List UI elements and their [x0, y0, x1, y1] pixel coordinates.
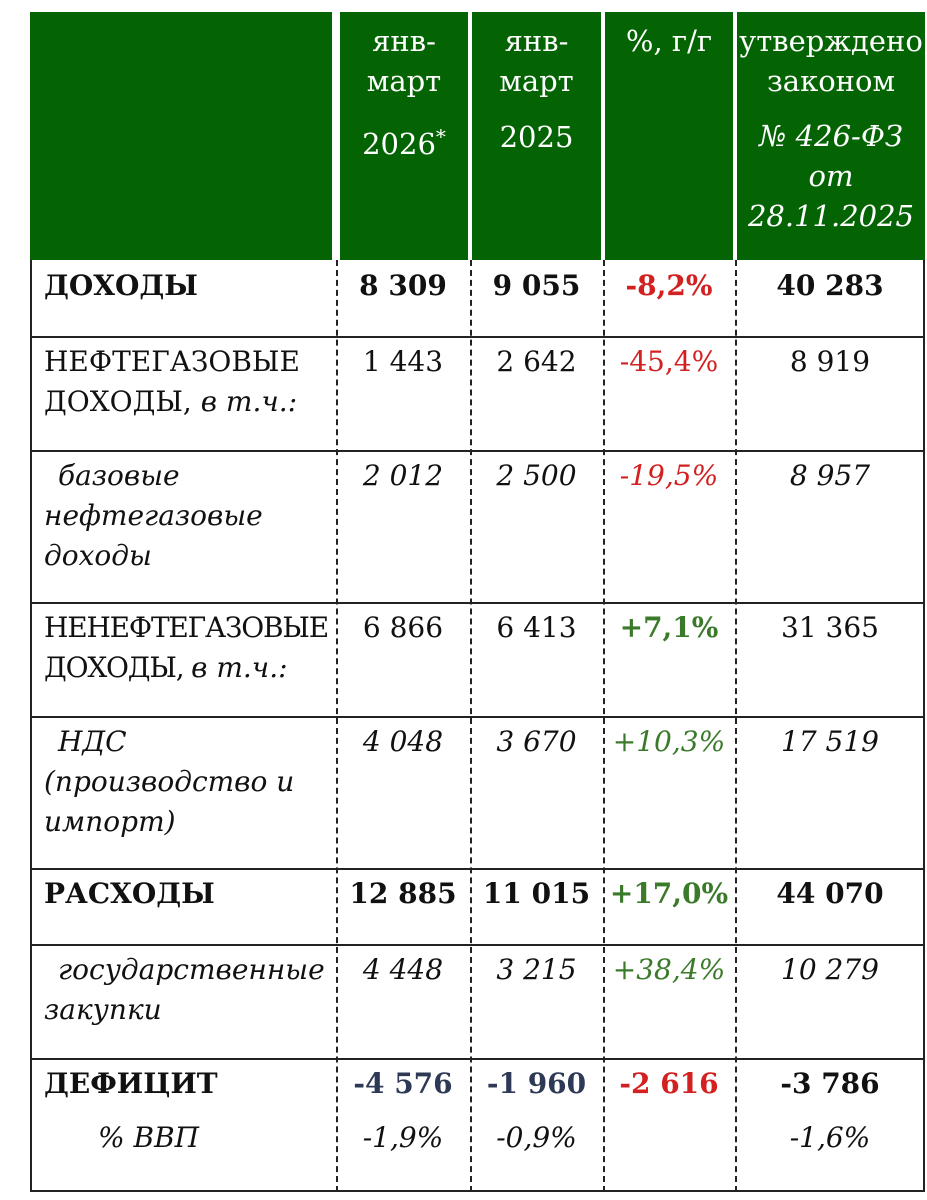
row-label: НЕФТЕГАЗОВЫЕ ДОХОДЫ, в т.ч.:: [44, 345, 300, 418]
table-row-non-oil-gas: [30, 602, 925, 716]
table-row-public-procurement: [30, 944, 925, 1058]
value-yoy: -2 616: [619, 1067, 719, 1100]
table-row-oil-gas-revenues: [30, 336, 925, 450]
row-label: НЕНЕФТЕГАЗОВЫЕ ДОХОДЫ, в т.ч.:: [44, 611, 328, 684]
row-label: ДОХОДЫ: [44, 269, 198, 302]
value-2025: -1 960: [486, 1067, 587, 1100]
row-label: ДЕФИЦИТ: [44, 1067, 218, 1100]
column-divider: [603, 260, 605, 1192]
value-2025: 2 500: [496, 459, 577, 492]
row-divider: [30, 868, 925, 870]
header-approved-by-law: утверждено законом № 426-ФЗ от 28.11.2025: [737, 12, 925, 260]
value-law: 44 070: [776, 877, 884, 910]
value-law: 10 279: [781, 953, 879, 986]
footnote-mark: *: [435, 124, 446, 149]
row-divider: [30, 716, 925, 718]
value-yoy: -19,5%: [619, 459, 719, 492]
value-2026: 8 309: [359, 269, 447, 302]
table-row-deficit: [30, 1058, 925, 1114]
table-header: [30, 12, 925, 260]
value-2026: 4 048: [362, 725, 444, 758]
value-2026: -1,9%: [362, 1121, 444, 1154]
value-law: 17 519: [781, 725, 879, 758]
table-body: [30, 260, 925, 1192]
value-2025: 2 642: [496, 345, 577, 378]
row-divider: [30, 450, 925, 452]
row-label: НДС (производство и импорт): [44, 725, 295, 838]
value-2026: 6 866: [362, 611, 444, 644]
row-divider: [30, 602, 925, 604]
border-left: [30, 260, 32, 1192]
value-yoy: -8,2%: [625, 269, 713, 302]
value-2026: 4 448: [362, 953, 444, 986]
value-yoy: [603, 1114, 735, 1192]
value-law: 31 365: [781, 611, 879, 644]
value-yoy: +17,0%: [609, 877, 729, 910]
border-bottom: [30, 1190, 925, 1192]
row-divider: [30, 944, 925, 946]
value-law: 8 919: [789, 345, 871, 378]
table-row-base-oil-gas: [30, 450, 925, 602]
header-jan-mar-2025: янв- март 2025: [472, 12, 601, 260]
header-cell-empty: [30, 12, 332, 260]
column-divider: [470, 260, 472, 1192]
table-row-vat: [30, 716, 925, 868]
column-divider: [336, 260, 338, 1192]
table-row-deficit-gdp: [30, 1114, 925, 1192]
value-2026: 1 443: [362, 345, 444, 378]
value-law: -1,6%: [789, 1121, 871, 1154]
value-law: 40 283: [776, 269, 884, 302]
value-yoy: -45,4%: [619, 345, 719, 378]
column-divider: [735, 260, 737, 1192]
header-jan-mar-2026: янв- март 2026*: [340, 12, 468, 260]
value-yoy: +10,3%: [612, 725, 726, 758]
value-2026: 12 885: [349, 877, 457, 910]
value-2025: -0,9%: [496, 1121, 577, 1154]
value-law: 8 957: [789, 459, 871, 492]
value-2026: 2 012: [362, 459, 444, 492]
value-law: -3 786: [780, 1067, 880, 1100]
value-2025: 3 670: [496, 725, 577, 758]
value-2025: 9 055: [492, 269, 581, 302]
header-yoy: %, г/г: [605, 12, 733, 260]
table-row-expenditures: [30, 868, 925, 944]
row-divider: [30, 336, 925, 338]
row-label: % ВВП: [98, 1121, 200, 1154]
value-yoy: +38,4%: [612, 953, 726, 986]
row-label: базовые нефтегазовые доходы: [44, 459, 263, 572]
border-right: [923, 260, 925, 1192]
table-row-revenues: [30, 260, 925, 336]
row-label: РАСХОДЫ: [44, 877, 215, 910]
value-2025: 11 015: [482, 877, 591, 910]
row-divider: [30, 1058, 925, 1060]
value-2025: 6 413: [496, 611, 577, 644]
value-yoy: +7,1%: [619, 611, 719, 644]
value-2025: 3 215: [496, 953, 577, 986]
row-label: государственные закупки: [44, 953, 325, 1026]
value-2026: -4 576: [353, 1067, 453, 1100]
